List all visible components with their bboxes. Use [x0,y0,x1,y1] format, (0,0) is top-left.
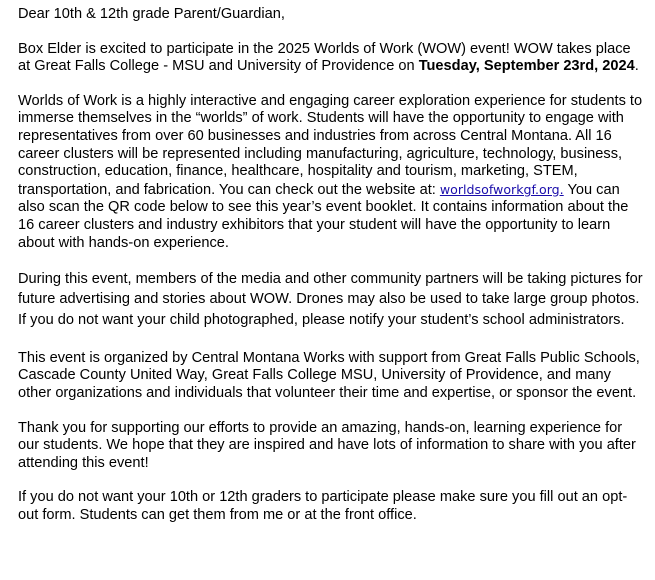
description-after: You can also scan the QR code below to see this year’s event booklet. It contains information about the 16 career clusters and industry exhibitors that your student will have the opportunity to learn about with hands-on experience. [18,181,629,251]
media-text: During this event, members of the media and other community partners will be taking pictures for future advertising and stories about WOW. Drones may also be used to take large group photos. If you do not want your child photographed, please notify your student’s school administrators. [18,271,643,328]
letter-body [18,6,646,541]
description-text: Worlds of Work is a highly interactive and engaging career exploration experience for students to immerse themselves in the “worlds” of work. Students will have the opportunity to engage with representatives from over 60 businesses and industries from across Central Montana. All 16 career clusters will be represented including manufacturing, agriculture, technology, business, construction, education, finance, healthcare, hospitality and tourism, marketing, STEM, transportation, and fabrication. You can check out the website at: [18,92,643,198]
organizers-paragraph [18,350,646,403]
optout-paragraph [18,489,646,524]
thanks-paragraph [18,420,646,473]
optout-text: If you do not want your 10th or 12th graders to participate please make sure you fill out an opt-out form. Students can get them from me or at the front office. [18,489,628,523]
greeting-text: Dear 10th & 12th grade Parent/Guardian, [18,6,285,22]
intro-paragraph [18,41,646,76]
description-paragraph [18,93,646,252]
website-link[interactable]: worldsofworkgf.org. [439,181,564,197]
organizers-text: This event is organized by Central Montana Works with support from Great Falls Public Schools, Cascade County United Way, Great Falls College MSU, University of Providence, and many other organizations and individuals that volunteer their time and expertise, or sponsor the event. [18,349,640,401]
media-paragraph [18,269,646,330]
intro-text: Box Elder is excited to participate in the 2025 Worlds of Work (WOW) event! WOW takes place at Great Falls College - MSU and University of Providence on [18,40,631,75]
intro-end: . [634,58,639,75]
thanks-text: Thank you for supporting our efforts to provide an amazing, hands-on, learning experience for our students. We hope that they are inspired and have lots of information to share with you after attending this event! [18,419,636,471]
event-date: Tuesday, September 23rd, 2024 [418,58,635,75]
greeting [18,6,646,24]
